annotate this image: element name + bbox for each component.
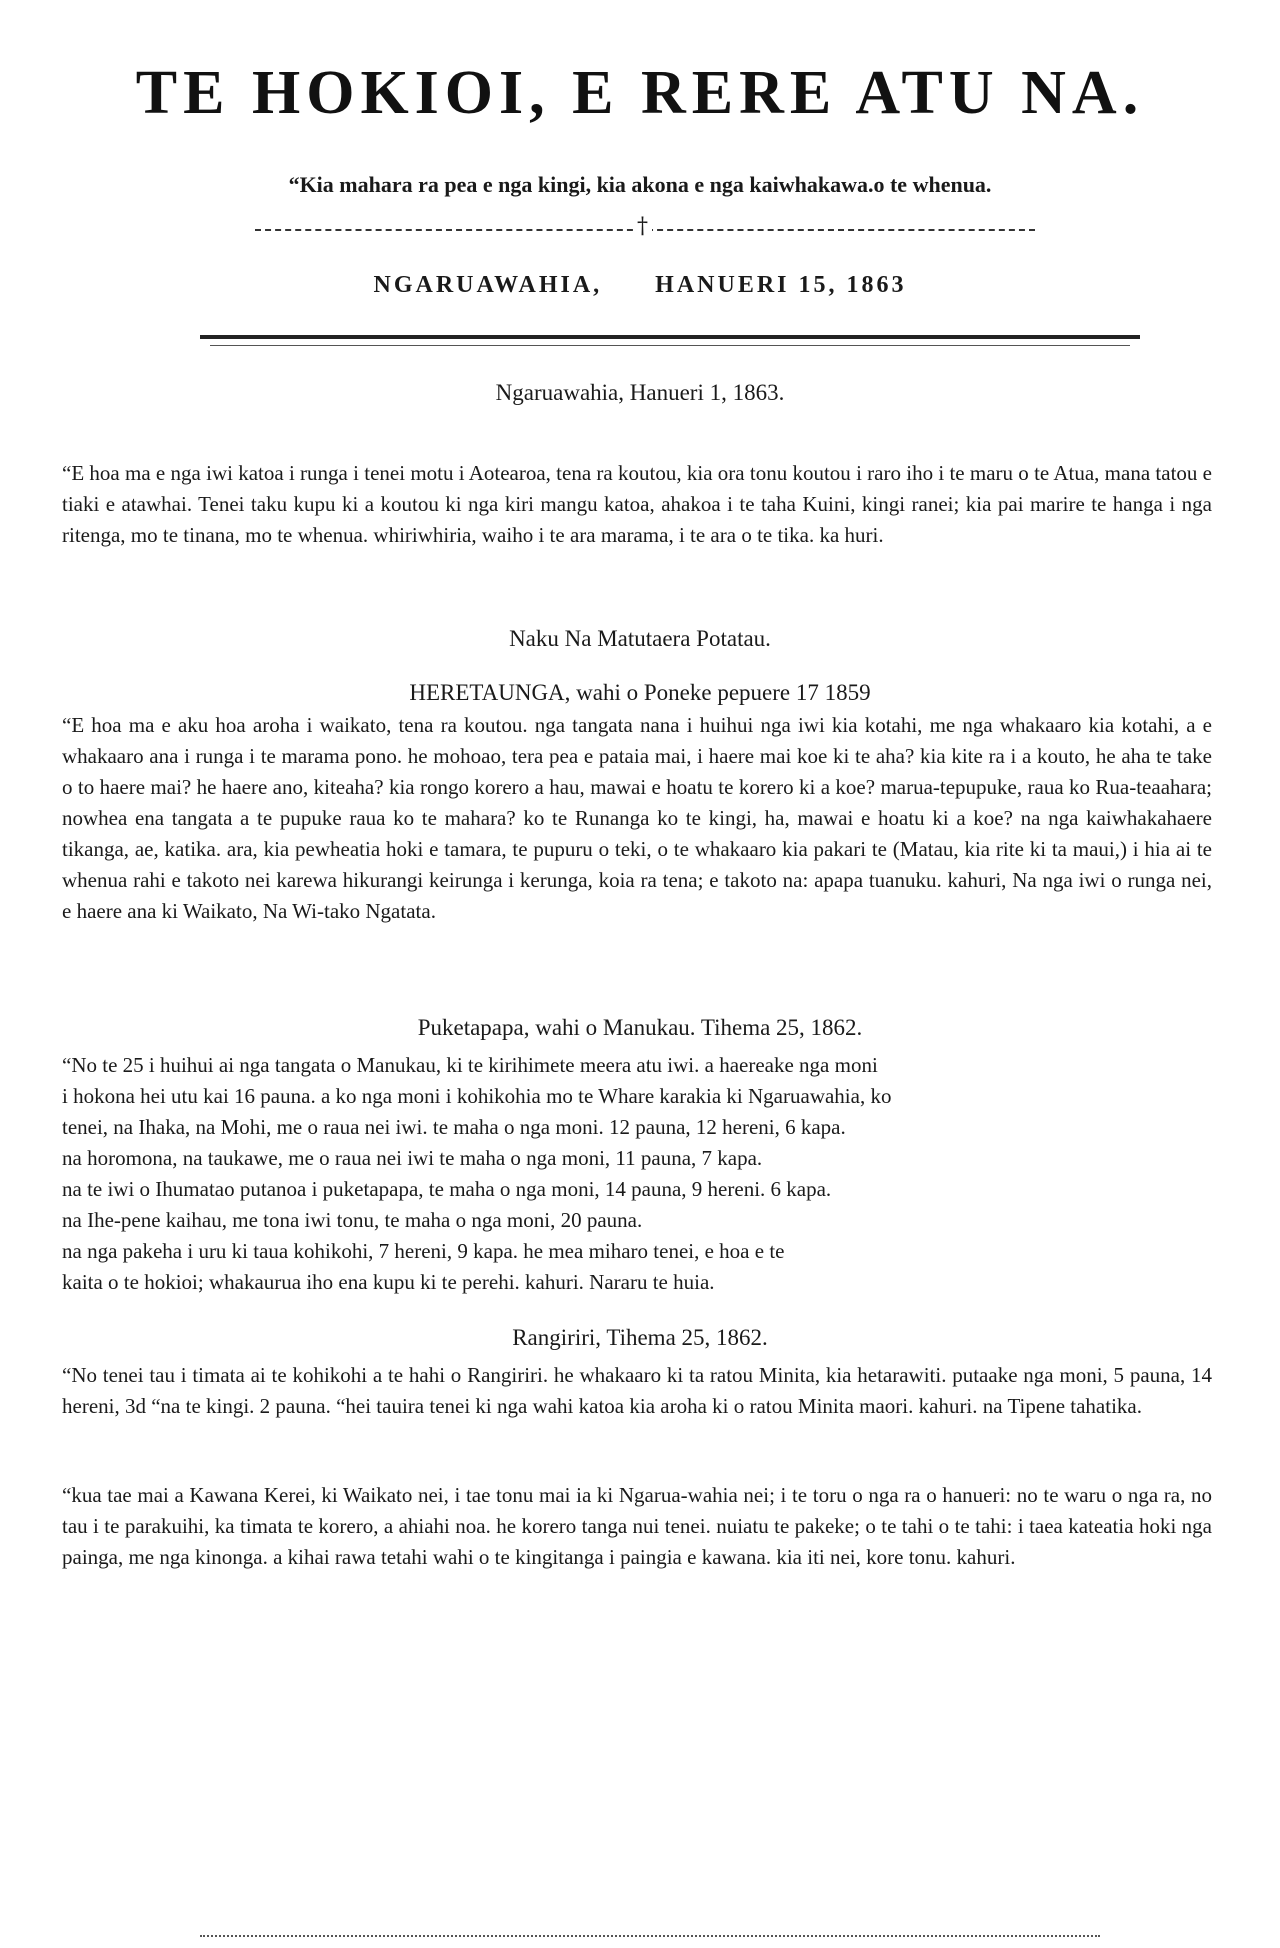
article-3-line: na horomona, na taukawe, me o raua nei iwi te maha o nga moni, 11 pauna, 7 kapa. xyxy=(62,1146,763,1170)
article-2-body: “E hoa ma e aku hoa aroha i waikato, tena ra koutou. nga tangata nana i huihui nga iwi kia kotahi, me nga whakaaro kia kotahi, a e whakaaro ana i runga i te marama pono. he mohoao, tera pea e pataia mai, i haere mai koe ki te aha? kia kite ra i a kouto, he aha te take o to haere mai? he haere ano, kiteaha? kia rongo korero a hau, mawai e hoatu te korero ki a koe? marua-tepupuke, raua ko Rua-teaahara; nowhea ena tangata a te pupuke raua ko te mahara? ko te Runanga ko te kingi, ha, mawai e hoatu ki a koe? na nga kaiwhakahaere tikanga, ae, katika. ara, kia pewheatia hoki e tamara, te pupuru o teki, o te whakaaro kia pakari te (Matau, kia rite ki ta maui,) i hia ai te whenua rahi e takoto nei karewa hikurangi keirunga i kerunga, koia ra tena; e takoto na: apapa tuanuku. kahuri, Na nga iwi o runga nei, e haere ana ki Waikato, Na Wi-tako Ngatata. xyxy=(62,713,1212,923)
article-1-body: “E hoa ma e nga iwi katoa i runga i tenei motu i Aotearoa, tena ra koutou, kia ora tonu koutou i raro iho i te maru o te Atua, mana tatou e tiaki e atawhai. Tenei taku kupu ki a koutou ki nga kiri mangu katoa, ahakoa i te taha Kuini, kingi ranei; kia pai marire te hanga i nga ritenga, mo te tinana, mo te whenua. whiriwhiria, waiho i te ara marama, i te ara o te tika. ka huri. xyxy=(62,461,1212,547)
article-3-line: kaita o te hokioi; whakaurua iho ena kupu ki te perehi. kahuri. Nararu te huia. xyxy=(62,1270,715,1294)
article-3-line: “No te 25 i huihui ai nga tangata o Manukau, ki te kirihimete meera atu iwi. a haereake nga moni xyxy=(62,1053,878,1077)
thick-divider xyxy=(200,335,1140,339)
dateline-date: HANUERI 15, 1863 xyxy=(655,272,907,298)
thin-divider xyxy=(210,345,1130,346)
article-4-body: “No tenei tau i timata ai te kohikohi a te hahi o Rangiriri. he whakaaro ki ta ratou Minita, kia hetarawiti. putaake nga moni, 5 pauna, 14 hereni, 3d “na te kingi. 2 pauna. “hei tauira tenei ki nga wahi katoa kia aroha ki o ratou Minita maori. kahuri. na Tipene tahatika. xyxy=(62,1363,1212,1418)
article-3-line: i hokona hei utu kai 16 pauna. a ko nga moni i kohikohia mo te Whare karakia ki Ngaruawahia, ko xyxy=(62,1084,892,1108)
dateline-place: NGARUAWAHIA, xyxy=(373,272,603,298)
article-3-line: na nga pakeha i uru ki taua kohikohi, 7 hereni, 9 kapa. he mea miharo tenei, e hoa e te xyxy=(62,1239,785,1263)
masthead-title: TE HOKIOI, E RERE ATU NA. xyxy=(135,59,1145,127)
article-3-body xyxy=(62,1050,1212,1298)
article-2-heading: HERETAUNGA, wahi o Poneke pepuere 17 1859 xyxy=(409,680,871,705)
article-1-heading: Ngaruawahia, Hanueri 1, 1863. xyxy=(495,380,785,405)
dagger-ornament-icon: † xyxy=(633,216,652,238)
dateline xyxy=(0,272,1280,299)
article-1-signature: Naku Na Matutaera Potatau. xyxy=(509,626,771,651)
bottom-edge-rule xyxy=(200,1935,1100,1937)
article-3-line: tenei, na Ihaka, na Mohi, me o raua nei iwi. te maha o nga moni. 12 pauna, 12 hereni, 6 kapa. xyxy=(62,1115,846,1139)
article-3-line: na Ihe-pene kaihau, me tona iwi tonu, te maha o nga moni, 20 pauna. xyxy=(62,1208,643,1232)
article-3-heading: Puketapapa, wahi o Manukau. Tihema 25, 1862. xyxy=(417,1015,863,1040)
masthead-motto: “Kia mahara ra pea e nga kingi, kia akona e nga kaiwhakawa.o te whenua. xyxy=(288,172,992,197)
article-4-heading: Rangiriri, Tihema 25, 1862. xyxy=(512,1325,768,1350)
article-3-line: na te iwi o Ihumatao putanoa i puketapapa, te maha o nga moni, 14 pauna, 9 hereni. 6 kapa. xyxy=(62,1177,832,1201)
article-5-body: “kua tae mai a Kawana Kerei, ki Waikato nei, i tae tonu mai ia ki Ngarua-wahia nei; i te toru o nga ra o hanueri: no te waru o nga ra, no tau i te parakuihi, ka timata te korero, a ahiahi noa. he korero tanga nui tenei. nuiatu te pakeke; o te tahi o te tahi: i taea kateatia hoki nga painga, me nga kinonga. a kihai rawa tetahi wahi o te kingitanga i paingia e kawana. kia iti nei, kore tonu. kahuri. xyxy=(62,1483,1212,1569)
